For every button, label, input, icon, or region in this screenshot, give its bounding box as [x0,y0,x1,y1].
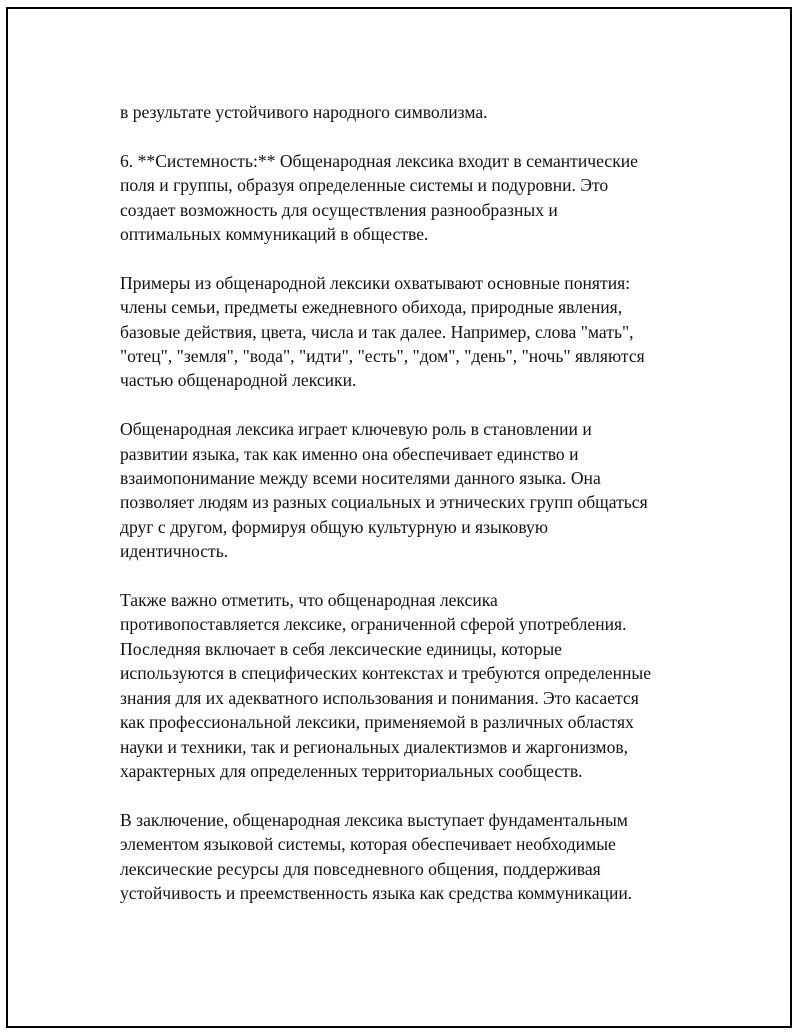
paragraph-key-role: Общенародная лексика играет ключевую роль в становлении и развитии языка, так как именно она обеспечивает единство и взаимопонимание между всеми носителями данного языка. Она позволяет людям из разных социальных и этнических групп общаться друг с другом, формируя общую культурную и языковую идентичность. [120,419,648,562]
paragraph-conclusion: В заключение, общенародная лексика выступает фундаментальным элементом языковой системы, которая обеспечивает необходимые лексические ресурсы для повседневного общения, поддерживая устойчивость и преемственность языка как средства коммуникации. [120,809,633,903]
page-frame [6,7,792,1028]
document-body [120,100,690,930]
paragraph-symbolism-continuation: в результате устойчивого народного символизма. [120,102,488,122]
paragraph-examples: Примеры из общенародной лексики охватывают основные понятия: члены семьи, предметы ежедневного обихода, природные явления, базовые действия, цвета, числа и так далее. Например, слова "мать", "отец", "земля", "вода", "идти", "есть", "дом", "день", "ночь" являются частью общенародной лексики. [120,272,645,391]
paragraph-systemicity: 6. **Системность:** Общенародная лексика входит в семантические поля и группы, образуя определенные системы и подуровни. Это создает возможность для осуществления разнообразных и оптимальных коммуникаций в обществе. [120,150,638,245]
paragraph-contrast: Также важно отметить, что общенародная лексика противопоставляется лексике, ограниченной сферой употребления. Последняя включает в себя лексические единицы, которые используются в специфических контекстах и требуются определенные знания для их адекватного использования и понимания. Это касается как профессиональной лексики, применяемой в различных областях науки и техники, так и региональных диалектизмов и жаргонизмов, характерных для определенных территориальных сообществ. [120,590,652,781]
